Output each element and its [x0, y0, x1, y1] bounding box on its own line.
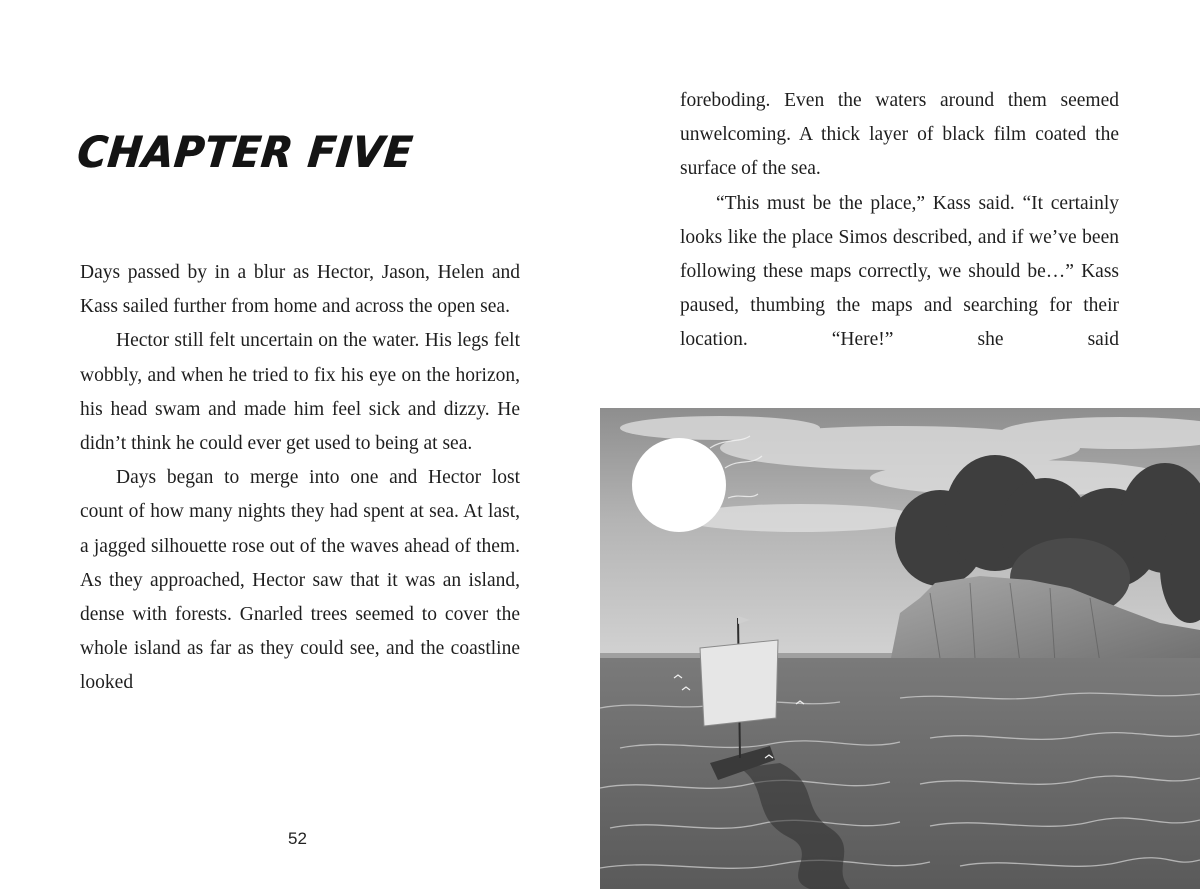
illustration-svg [600, 408, 1200, 889]
paragraph: Days passed by in a blur as Hector, Jason, Helen and Kass sailed further from home and across the open sea. [80, 262, 520, 318]
page-number: 52 [288, 829, 307, 848]
right-page-body [680, 84, 1119, 358]
chapter-title: CHAPTER FIVE [74, 128, 415, 178]
right-page [600, 0, 1200, 889]
paragraph: foreboding. Even the waters around them seemed unwelcoming. A thick layer of black film coated the surface of the sea. [680, 90, 1119, 180]
paragraph: “This must be the place,” Kass said. “It certainly looks like the place Simos described, and if we’ve been following these maps correctly, we should be…” Kass paused, thumbing the maps and searching for their location. “Here!” she said [680, 192, 1119, 351]
paragraph: Hector still felt uncertain on the water. His legs felt wobbly, and when he tried to fix his eye on the horizon, his head swam and made him feel sick and dizzy. He didn’t think he could ever get used to being at sea. [80, 330, 520, 455]
paragraph: Days began to merge into one and Hector lost count of how many nights they had spent at sea. At last, a jagged silhouette rose out of the waves ahead of them. As they approached, Hector saw that it was an island, dense with forests. Gnarled trees seemed to cover the whole island as far as they could see, and the coastline looked [80, 467, 520, 694]
left-page-body [80, 256, 520, 701]
island-ship-illustration [600, 408, 1200, 889]
moon [632, 438, 726, 532]
sea [600, 658, 1200, 889]
